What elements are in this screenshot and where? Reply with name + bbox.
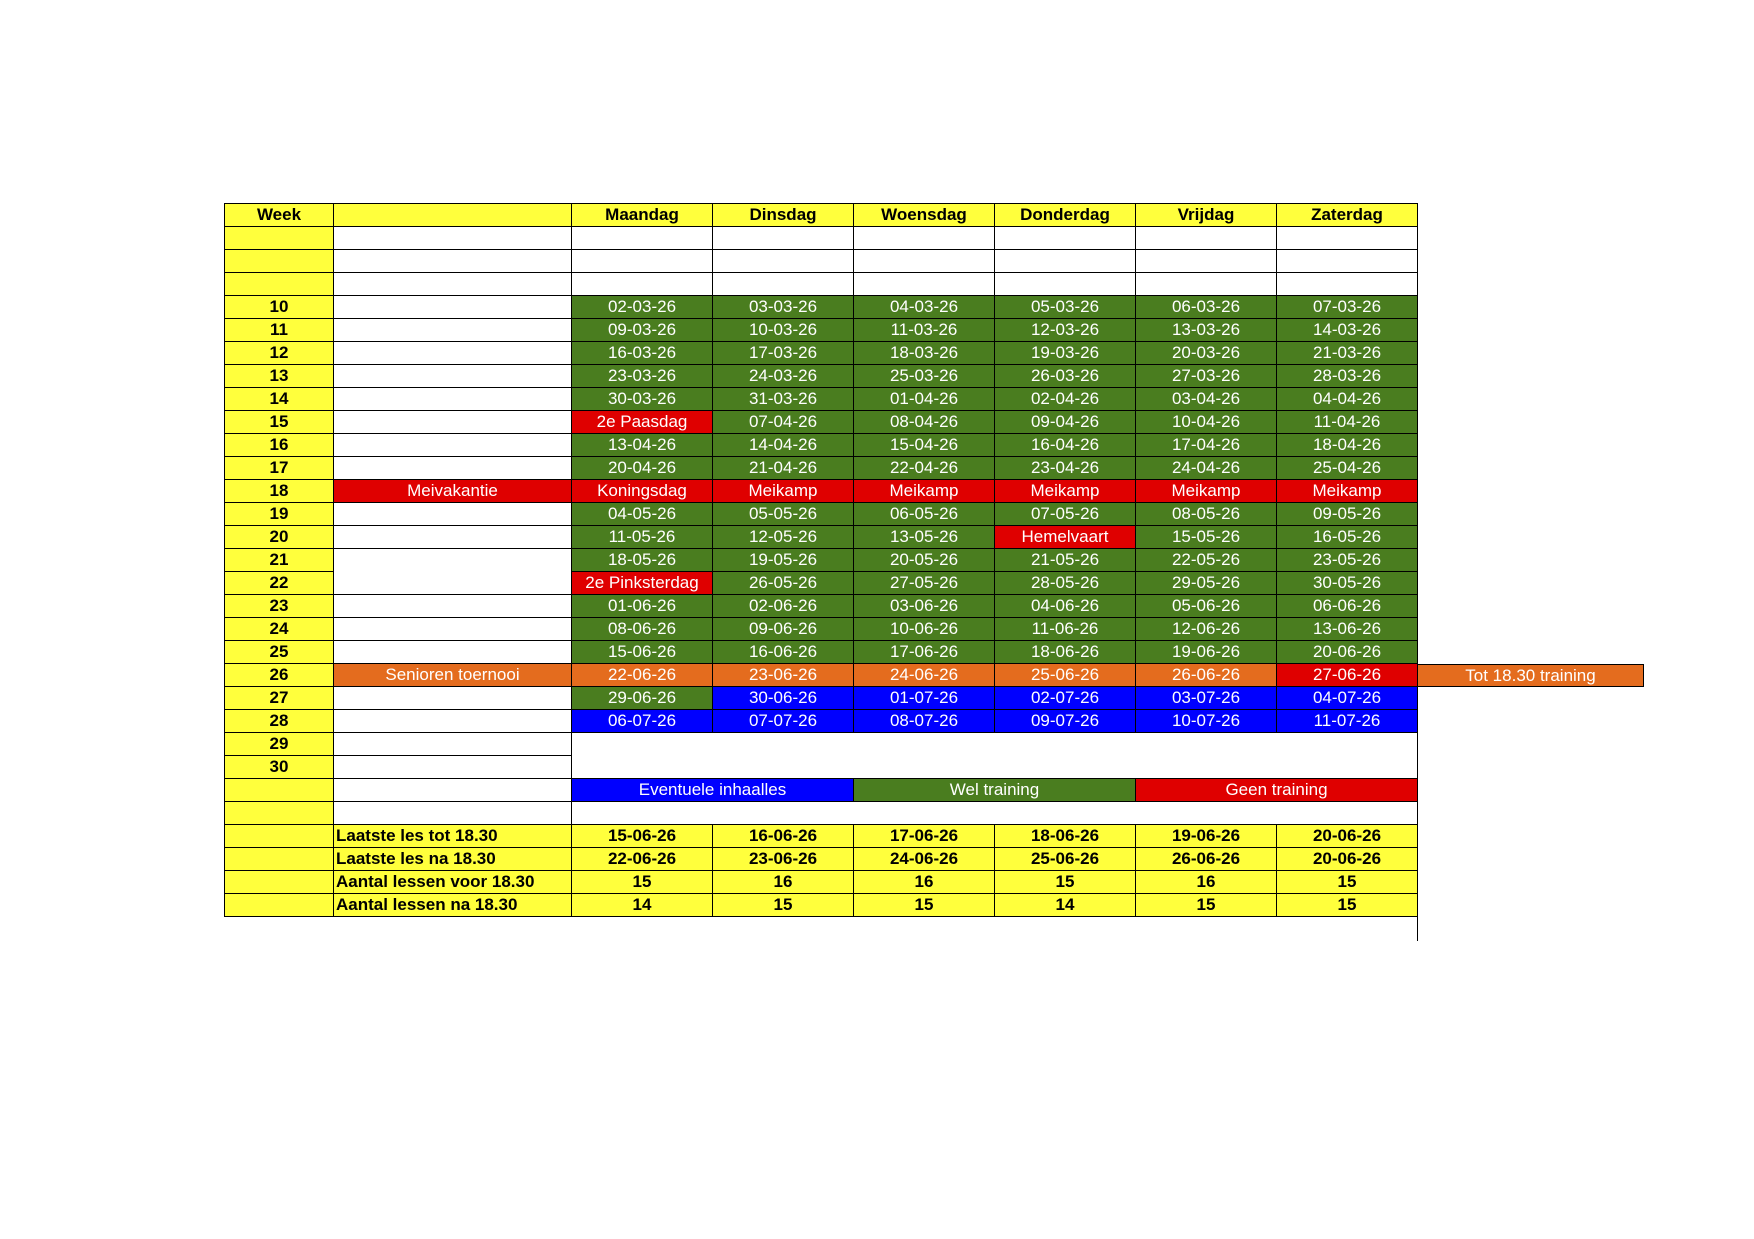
week-number: [225, 779, 334, 802]
week-number: [225, 894, 334, 917]
date-cell: 16-03-26: [572, 342, 713, 365]
date-cell: 14-04-26: [713, 434, 854, 457]
date-cell: 19-06-26: [1136, 641, 1277, 664]
date-cell: 20-06-26: [1277, 641, 1418, 664]
date-cell: 09-05-26: [1277, 503, 1418, 526]
week-number: 26: [225, 664, 334, 687]
row-label: Senioren toernooi: [334, 664, 572, 687]
row-label: [334, 388, 572, 411]
date-cell: 17-03-26: [713, 342, 854, 365]
row-label: Meivakantie: [334, 480, 572, 503]
week-number: 10: [225, 296, 334, 319]
date-cell: 13-06-26: [1277, 618, 1418, 641]
week-number: [225, 871, 334, 894]
week-row: [225, 641, 1418, 664]
row-label: [334, 342, 572, 365]
legend-row: [225, 779, 1418, 802]
day-header: Zaterdag: [1277, 204, 1418, 227]
row-label: [334, 802, 572, 825]
row-label: [334, 319, 572, 342]
date-cell: 28-03-26: [1277, 365, 1418, 388]
date-cell: 21-03-26: [1277, 342, 1418, 365]
blank-area: [572, 733, 1418, 779]
date-cell: 02-07-26: [995, 687, 1136, 710]
date-cell: 22-05-26: [1136, 549, 1277, 572]
summary-value: 15: [1136, 894, 1277, 917]
week-row: [225, 227, 1418, 250]
week-row: [225, 480, 1418, 503]
day-header: Dinsdag: [713, 204, 854, 227]
date-cell: 19-03-26: [995, 342, 1136, 365]
date-cell: Meikamp: [995, 480, 1136, 503]
summary-row: [225, 825, 1418, 848]
summary-label: Laatste les na 18.30: [334, 848, 572, 871]
week-row: [225, 319, 1418, 342]
date-cell: 04-06-26: [995, 595, 1136, 618]
side-note: Tot 18.30 training: [1417, 664, 1644, 687]
date-cell: [572, 227, 713, 250]
week-number: 16: [225, 434, 334, 457]
summary-value: 20-06-26: [1277, 825, 1418, 848]
date-cell: 11-07-26: [1277, 710, 1418, 733]
week-number: 30: [225, 756, 334, 779]
date-cell: 13-04-26: [572, 434, 713, 457]
date-cell: 26-06-26: [1136, 664, 1277, 687]
week-number: [225, 273, 334, 296]
date-cell: 07-07-26: [713, 710, 854, 733]
date-cell: 05-06-26: [1136, 595, 1277, 618]
week-number: 23: [225, 595, 334, 618]
summary-value: 14: [995, 894, 1136, 917]
date-cell: Meikamp: [854, 480, 995, 503]
week-number: 22: [225, 572, 334, 595]
date-cell: 26-03-26: [995, 365, 1136, 388]
date-cell: 05-05-26: [713, 503, 854, 526]
week-number: 21: [225, 549, 334, 572]
week-number: [225, 227, 334, 250]
date-cell: [995, 250, 1136, 273]
row-label: [334, 273, 572, 296]
row-label: [334, 595, 572, 618]
date-cell: 04-04-26: [1277, 388, 1418, 411]
date-cell: 11-06-26: [995, 618, 1136, 641]
date-cell: [854, 250, 995, 273]
row-label: [334, 756, 572, 779]
date-cell: Koningsdag: [572, 480, 713, 503]
date-cell: 23-06-26: [713, 664, 854, 687]
week-row: [225, 549, 1418, 572]
date-cell: 23-03-26: [572, 365, 713, 388]
summary-value: 24-06-26: [854, 848, 995, 871]
week-row: [225, 618, 1418, 641]
date-cell: 06-05-26: [854, 503, 995, 526]
row-label: [334, 457, 572, 480]
row-label: [334, 710, 572, 733]
date-cell: 10-04-26: [1136, 411, 1277, 434]
row-label: [334, 618, 572, 641]
date-cell: 22-06-26: [572, 664, 713, 687]
date-cell: 10-06-26: [854, 618, 995, 641]
summary-value: 16: [1136, 871, 1277, 894]
date-cell: 03-03-26: [713, 296, 854, 319]
date-cell: 17-06-26: [854, 641, 995, 664]
date-cell: 24-03-26: [713, 365, 854, 388]
summary-value: 20-06-26: [1277, 848, 1418, 871]
date-cell: [572, 273, 713, 296]
row-label: [334, 365, 572, 388]
date-cell: [1136, 227, 1277, 250]
legend-inhaal: Eventuele inhaalles: [572, 779, 854, 802]
summary-value: 16: [854, 871, 995, 894]
date-cell: 27-03-26: [1136, 365, 1277, 388]
header-row: [225, 204, 1418, 227]
date-cell: 18-06-26: [995, 641, 1136, 664]
summary-value: 16: [713, 871, 854, 894]
summary-value: 15: [713, 894, 854, 917]
date-cell: 2e Paasdag: [572, 411, 713, 434]
date-cell: 24-04-26: [1136, 457, 1277, 480]
date-cell: [713, 227, 854, 250]
summary-value: 15: [1277, 871, 1418, 894]
summary-label: Laatste les tot 18.30: [334, 825, 572, 848]
date-cell: 31-03-26: [713, 388, 854, 411]
date-cell: 12-03-26: [995, 319, 1136, 342]
date-cell: 09-04-26: [995, 411, 1136, 434]
week-number: [225, 250, 334, 273]
summary-label: Aantal lessen voor 18.30: [334, 871, 572, 894]
row-label: [334, 641, 572, 664]
schedule-table: [224, 203, 1418, 917]
date-cell: 26-05-26: [713, 572, 854, 595]
date-cell: 03-06-26: [854, 595, 995, 618]
date-cell: 15-05-26: [1136, 526, 1277, 549]
date-cell: [854, 227, 995, 250]
date-cell: [854, 273, 995, 296]
week-number: 18: [225, 480, 334, 503]
date-cell: 28-05-26: [995, 572, 1136, 595]
date-cell: 03-04-26: [1136, 388, 1277, 411]
date-cell: 07-05-26: [995, 503, 1136, 526]
week-number: 20: [225, 526, 334, 549]
date-cell: 17-04-26: [1136, 434, 1277, 457]
label-header: [334, 204, 572, 227]
row-label: [334, 250, 572, 273]
date-cell: 23-04-26: [995, 457, 1136, 480]
date-cell: 02-04-26: [995, 388, 1136, 411]
summary-value: 17-06-26: [854, 825, 995, 848]
date-cell: [995, 273, 1136, 296]
date-cell: 01-04-26: [854, 388, 995, 411]
week-row: [225, 687, 1418, 710]
date-cell: 07-03-26: [1277, 296, 1418, 319]
date-cell: 29-06-26: [572, 687, 713, 710]
date-cell: 08-05-26: [1136, 503, 1277, 526]
week-row: [225, 434, 1418, 457]
date-cell: 18-03-26: [854, 342, 995, 365]
week-row: [225, 526, 1418, 549]
date-cell: [1277, 227, 1418, 250]
summary-value: 22-06-26: [572, 848, 713, 871]
date-cell: [1277, 250, 1418, 273]
date-cell: 18-04-26: [1277, 434, 1418, 457]
date-cell: Meikamp: [1277, 480, 1418, 503]
date-cell: [1136, 250, 1277, 273]
date-cell: 19-05-26: [713, 549, 854, 572]
week-number: [225, 802, 334, 825]
date-cell: 11-05-26: [572, 526, 713, 549]
summary-value: 15: [572, 871, 713, 894]
week-row: [225, 595, 1418, 618]
date-cell: 15-04-26: [854, 434, 995, 457]
week-number: 13: [225, 365, 334, 388]
day-header: Vrijdag: [1136, 204, 1277, 227]
summary-value: 15: [1277, 894, 1418, 917]
date-cell: 14-03-26: [1277, 319, 1418, 342]
date-cell: 10-03-26: [713, 319, 854, 342]
row-label: [334, 733, 572, 756]
week-number: 25: [225, 641, 334, 664]
date-cell: 16-06-26: [713, 641, 854, 664]
date-cell: 23-05-26: [1277, 549, 1418, 572]
legend-geen: Geen training: [1136, 779, 1418, 802]
date-cell: 10-07-26: [1136, 710, 1277, 733]
week-number: 12: [225, 342, 334, 365]
date-cell: [713, 250, 854, 273]
date-cell: [1277, 273, 1418, 296]
row-label: [334, 526, 572, 549]
date-cell: 27-05-26: [854, 572, 995, 595]
summary-value: 23-06-26: [713, 848, 854, 871]
week-number: 15: [225, 411, 334, 434]
summary-value: 15-06-26: [572, 825, 713, 848]
summary-value: 26-06-26: [1136, 848, 1277, 871]
date-cell: 01-06-26: [572, 595, 713, 618]
summary-value: 19-06-26: [1136, 825, 1277, 848]
week-number: 19: [225, 503, 334, 526]
date-cell: 15-06-26: [572, 641, 713, 664]
row-label: [334, 411, 572, 434]
date-cell: 04-07-26: [1277, 687, 1418, 710]
date-cell: 20-05-26: [854, 549, 995, 572]
date-cell: 06-07-26: [572, 710, 713, 733]
date-cell: 08-04-26: [854, 411, 995, 434]
week-row: [225, 411, 1418, 434]
date-cell: 05-03-26: [995, 296, 1136, 319]
week-row: [225, 296, 1418, 319]
date-cell: 04-03-26: [854, 296, 995, 319]
date-cell: 08-06-26: [572, 618, 713, 641]
date-cell: 01-07-26: [854, 687, 995, 710]
date-cell: 29-05-26: [1136, 572, 1277, 595]
week-row: [225, 457, 1418, 480]
week-number: [225, 848, 334, 871]
schedule-sheet: [224, 203, 1596, 917]
date-cell: Meikamp: [713, 480, 854, 503]
date-cell: 03-07-26: [1136, 687, 1277, 710]
week-number: 29: [225, 733, 334, 756]
date-cell: 11-03-26: [854, 319, 995, 342]
date-cell: 20-03-26: [1136, 342, 1277, 365]
row-label: [334, 549, 572, 595]
summary-value: 18-06-26: [995, 825, 1136, 848]
row-label: [334, 687, 572, 710]
day-header: Donderdag: [995, 204, 1136, 227]
date-cell: 08-07-26: [854, 710, 995, 733]
date-cell: 22-04-26: [854, 457, 995, 480]
row-label: [334, 434, 572, 457]
date-cell: 11-04-26: [1277, 411, 1418, 434]
date-cell: Hemelvaart: [995, 526, 1136, 549]
date-cell: [1136, 273, 1277, 296]
day-header: Woensdag: [854, 204, 995, 227]
summary-label: Aantal lessen na 18.30: [334, 894, 572, 917]
legend-wel: Wel training: [854, 779, 1136, 802]
date-cell: 16-05-26: [1277, 526, 1418, 549]
date-cell: 25-04-26: [1277, 457, 1418, 480]
week-number: 11: [225, 319, 334, 342]
week-row: [225, 503, 1418, 526]
date-cell: 24-06-26: [854, 664, 995, 687]
date-cell: 13-03-26: [1136, 319, 1277, 342]
week-number: 17: [225, 457, 334, 480]
row-label: [334, 227, 572, 250]
summary-value: 15: [854, 894, 995, 917]
row-label: [334, 503, 572, 526]
row-label: [334, 779, 572, 802]
date-cell: 18-05-26: [572, 549, 713, 572]
date-cell: [995, 227, 1136, 250]
date-cell: 12-06-26: [1136, 618, 1277, 641]
blank-area: [572, 802, 1418, 825]
date-cell: 25-03-26: [854, 365, 995, 388]
spacer-row: [225, 802, 1418, 825]
week-number: 27: [225, 687, 334, 710]
date-cell: 25-06-26: [995, 664, 1136, 687]
date-cell: 16-04-26: [995, 434, 1136, 457]
summary-value: 16-06-26: [713, 825, 854, 848]
week-number: 28: [225, 710, 334, 733]
date-cell: 09-03-26: [572, 319, 713, 342]
week-header: Week: [225, 204, 334, 227]
date-cell: [572, 250, 713, 273]
summary-value: 14: [572, 894, 713, 917]
summary-value: 25-06-26: [995, 848, 1136, 871]
summary-row: [225, 848, 1418, 871]
date-cell: 21-05-26: [995, 549, 1136, 572]
date-cell: Meikamp: [1136, 480, 1277, 503]
date-cell: 07-04-26: [713, 411, 854, 434]
week-row: [225, 365, 1418, 388]
week-row: [225, 273, 1418, 296]
week-row: [225, 388, 1418, 411]
date-cell: 20-04-26: [572, 457, 713, 480]
summary-row: [225, 894, 1418, 917]
week-number: [225, 825, 334, 848]
week-number: 24: [225, 618, 334, 641]
week-row: [225, 342, 1418, 365]
week-row: [225, 733, 1418, 756]
date-cell: 06-03-26: [1136, 296, 1277, 319]
date-cell: 06-06-26: [1277, 595, 1418, 618]
trailing-border: [1417, 917, 1418, 941]
date-cell: 09-07-26: [995, 710, 1136, 733]
date-cell: [713, 273, 854, 296]
week-number: 14: [225, 388, 334, 411]
date-cell: 13-05-26: [854, 526, 995, 549]
summary-value: 15: [995, 871, 1136, 894]
week-row: [225, 664, 1418, 687]
date-cell: 09-06-26: [713, 618, 854, 641]
day-header: Maandag: [572, 204, 713, 227]
date-cell: 2e Pinksterdag: [572, 572, 713, 595]
row-label: [334, 296, 572, 319]
date-cell: 04-05-26: [572, 503, 713, 526]
date-cell: 02-03-26: [572, 296, 713, 319]
date-cell: 02-06-26: [713, 595, 854, 618]
date-cell: 30-03-26: [572, 388, 713, 411]
date-cell: 27-06-26: [1277, 664, 1418, 687]
date-cell: 30-06-26: [713, 687, 854, 710]
summary-row: [225, 871, 1418, 894]
date-cell: 12-05-26: [713, 526, 854, 549]
date-cell: 21-04-26: [713, 457, 854, 480]
week-row: [225, 250, 1418, 273]
week-row: [225, 710, 1418, 733]
date-cell: 30-05-26: [1277, 572, 1418, 595]
